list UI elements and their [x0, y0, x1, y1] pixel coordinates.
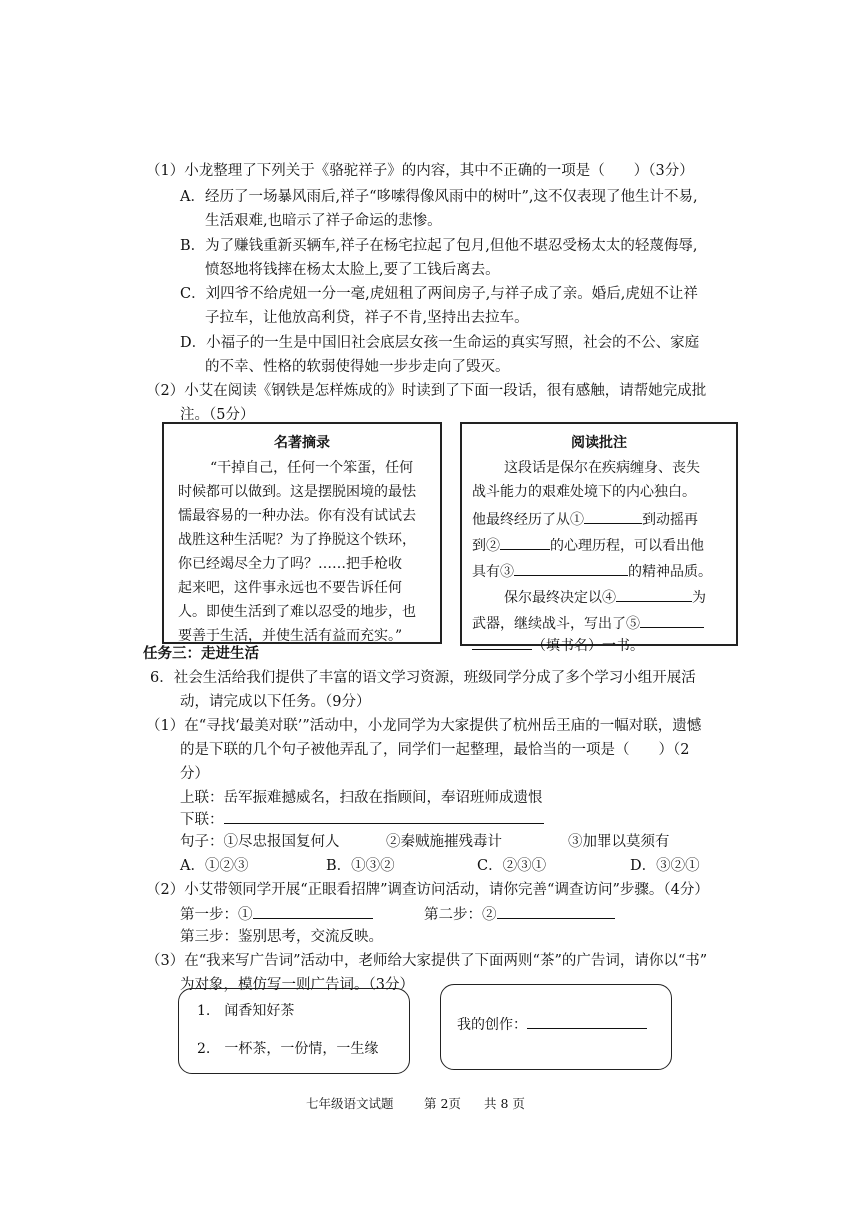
task3-heading: 任务三：走进生活	[143, 646, 259, 662]
annotation-line2: 战斗能力的艰难处境下的内心独白。	[472, 484, 696, 500]
q1-option-a-line1: A．经历了一场暴风雨后,祥子“哆嗦得像风雨中的树叶”,这不仅表现了他生计不易,	[180, 189, 698, 205]
q6-3-line2: 为对象，模仿写一则广告词。（3分）	[180, 977, 414, 993]
annotation-line7	[472, 612, 704, 634]
annotation-line4	[472, 534, 704, 556]
annotation-text: 他最终经历了从①	[472, 512, 584, 528]
step-1-label: 第一步：①	[180, 907, 253, 923]
step-1	[180, 903, 373, 925]
q6-1-line2: 的是下联的几个句子被他弄乱了，同学们一起整理，最恰当的一项是（ ）（2	[180, 742, 690, 758]
step-2-label: 第二步：②	[424, 907, 497, 923]
option-b[interactable]: B．①③②	[326, 858, 395, 874]
q1-option-d-line1: D．小福子的一生是中国旧社会底层女孩一生命运的真实写照，社会的不公、家庭	[180, 335, 700, 351]
step-1-blank[interactable]	[253, 903, 373, 919]
couplet-lower	[180, 808, 544, 830]
q1-option-b-line1: B．为了赚钱重新买辆车,祥子在杨宅拉起了包月,但他不堪忍受杨太太的轻蔑侮辱,	[180, 238, 698, 254]
blank-1[interactable]	[584, 508, 642, 524]
tea-ads-box	[178, 988, 410, 1074]
sentence-2: ②秦贼施摧残毒计	[386, 834, 502, 850]
my-creation-blank[interactable]	[527, 1013, 647, 1029]
my-creation-label: 我的创作：	[457, 1017, 527, 1033]
annotation-text: 的心理历程，可以看出他	[550, 538, 704, 554]
q6-stem-line1: 6．社会生活给我们提供了丰富的语文学习资源，班级同学分成了多个学习小组开展活	[150, 670, 696, 686]
my-creation	[457, 1013, 647, 1035]
option-c[interactable]: C．②③①	[477, 858, 547, 874]
sentence-1: 句子：①尽忠报国复何人	[180, 834, 340, 850]
footer-title: 七年级语文试题	[306, 1096, 394, 1111]
q1-option-d-line2: 的不幸、性格的软弱使得她一步步走向了毁灭。	[205, 359, 510, 375]
q2-stem-line1: （2）小艾在阅读《钢铁是怎样炼成的》时读到了下面一段话，很有感触，请帮她完成批	[146, 383, 707, 399]
blank-5-cont[interactable]	[472, 634, 532, 650]
step-3: 第三步：鉴别思考，交流反映。	[180, 929, 383, 945]
excerpt-line: “干掉自己，任何一个笨蛋，任何	[210, 460, 414, 476]
annotation-line3	[472, 508, 698, 530]
excerpt-title: 名著摘录	[274, 435, 330, 451]
annotation-line1: 这段话是保尔在疾病缠身、丧失	[504, 460, 700, 476]
annotation-line6	[504, 586, 706, 608]
sentence-3: ③加罪以莫须有	[568, 834, 670, 850]
footer-total: 共 8 页	[484, 1096, 525, 1111]
q6-3-line1: （3）在“我来写广告词”活动中，老师给大家提供了下面两则“茶”的广告词，请你以“书”	[146, 953, 708, 969]
q6-stem-line2: 动，请完成以下任务。（9分）	[180, 694, 371, 710]
step-2	[424, 903, 615, 925]
q1-option-b-line2: 愤怒地将钱摔在杨太太脸上,要了工钱后离去。	[205, 262, 500, 278]
q1-option-c-line1: C．刘四爷不给虎妞一分一毫,虎妞租了两间房子,与祥子成了亲。婚后,虎妞不让祥	[180, 286, 698, 302]
excerpt-line: 要善于生活，并使生活有益而充实。”	[178, 628, 403, 644]
annotation-text: 保尔最终决定以④	[504, 590, 616, 606]
blank-4[interactable]	[616, 586, 692, 602]
annotation-text: 具有③	[472, 564, 514, 580]
couplet-lower-blank[interactable]	[224, 808, 544, 824]
excerpt-line: 时候都可以做到。这是摆脱困境的最怯	[178, 484, 416, 500]
q1-stem: （1）小龙整理了下列关于《骆驼祥子》的内容，其中不正确的一项是（ ）（3分）	[146, 163, 694, 179]
excerpt-line: 起来吧，这件事永远也不要告诉任何	[178, 580, 402, 596]
annotation-text: （填书名）一书。	[532, 638, 644, 654]
annotation-title: 阅读批注	[571, 435, 627, 451]
excerpt-line: 人。即使生活到了难以忍受的地步，也	[178, 604, 416, 620]
excerpt-box	[162, 422, 442, 644]
blank-5[interactable]	[640, 612, 704, 628]
tea-ad-2: 2. 一杯茶，一份情，一生缘	[197, 1041, 379, 1057]
annotation-text: 为	[692, 590, 706, 606]
blank-3[interactable]	[514, 560, 628, 576]
annotation-text: 到动摇再	[642, 512, 698, 528]
annotation-text: 到②	[472, 538, 500, 554]
annotation-text: 武器，继续战斗，写出了⑤	[472, 616, 640, 632]
q1-option-a-line2: 生活艰难,也暗示了祥子命运的悲惨。	[205, 213, 442, 229]
q1-option-c-line2: 子拉车，让他放高利贷，祥子不肯,坚持出去拉车。	[205, 310, 529, 326]
annotation-text: 的精神品质。	[628, 564, 712, 580]
my-creation-box	[440, 984, 672, 1070]
step-2-blank[interactable]	[497, 903, 615, 919]
couplet-lower-label: 下联：	[180, 812, 224, 828]
option-a[interactable]: A．①②③	[180, 858, 249, 874]
blank-2[interactable]	[500, 534, 550, 550]
annotation-line8	[472, 634, 644, 656]
q2-stem-line2: 注。（5分）	[180, 407, 255, 423]
annotation-box	[460, 422, 738, 654]
option-d[interactable]: D．③②①	[630, 858, 700, 874]
couplet-upper: 上联：岳军振难撼威名，扫敌在指顾间，奉诏班师成遗恨	[180, 790, 543, 806]
q6-1-line1: （1）在“寻找‘最美对联’”活动中，小龙同学为大家提供了杭州岳王庙的一幅对联，遗憾	[146, 718, 702, 734]
annotation-line5	[472, 560, 712, 582]
excerpt-line: 你已经竭尽全力了吗？……把手枪收	[178, 556, 402, 572]
tea-ad-1: 1. 闻香知好茶	[197, 1003, 295, 1019]
excerpt-line: 战胜这种生活呢？为了挣脱这个铁环，	[178, 532, 416, 548]
excerpt-line: 懦最容易的一种办法。你有没有试试去	[178, 508, 416, 524]
footer-page: 第 2页	[424, 1096, 461, 1111]
q6-2-stem: （2）小艾带领同学开展“正眼看招牌”调查访问活动，请你完善“调查访问”步骤。（4分）	[146, 882, 709, 898]
q6-1-line3: 分）	[180, 766, 209, 782]
